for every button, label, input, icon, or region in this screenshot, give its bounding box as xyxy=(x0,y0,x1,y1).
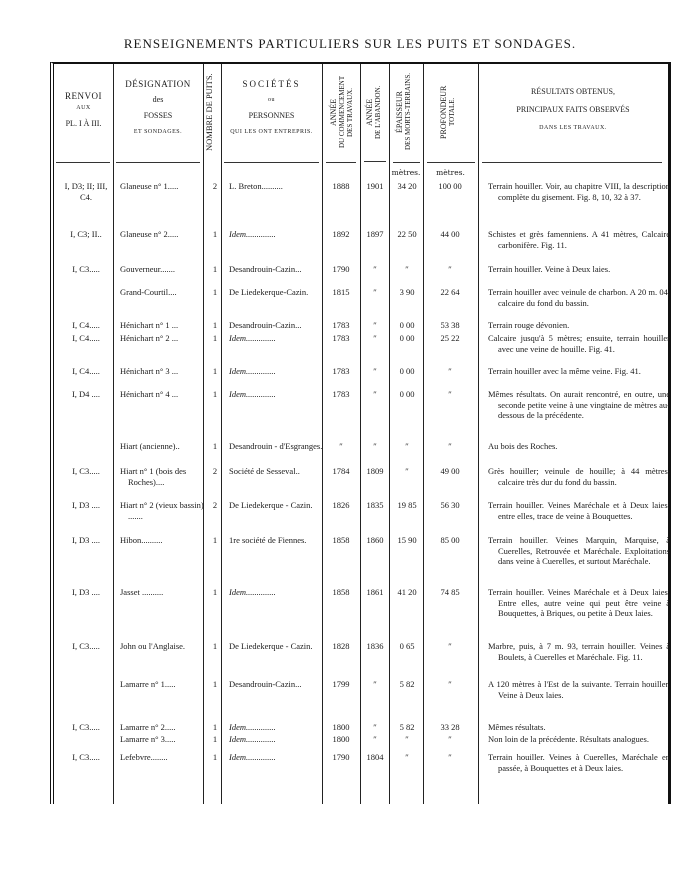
annee-abandon-cell: ″ xyxy=(373,734,377,744)
annee-abandon-cell: 1901 xyxy=(366,181,384,191)
nombre-cell: 1 xyxy=(212,535,218,545)
renvoi-cell: I, C4..... xyxy=(72,320,100,330)
renvoi-cell: I, D3 .... xyxy=(71,500,101,510)
renvoi-cell: I, C3..... xyxy=(72,264,100,274)
epaisseur-cell: 15 90 xyxy=(397,535,417,545)
resultats-cell: Terrain houiller avec veinule de charbon. A 20 m. 04, calcaire du fond du bassin. xyxy=(488,287,670,308)
annee-debut-cell: ″ xyxy=(339,441,343,451)
annee-abandon-cell: 1835 xyxy=(366,500,384,510)
annee-abandon-cell: ″ xyxy=(373,287,377,297)
annee-debut-cell: 1815 xyxy=(332,287,350,297)
societe-cell: 1re société de Fiennes. xyxy=(229,535,307,545)
resultats-cell: Grès houiller; veinule de houille; à 44 mètres, calcaire très dur du fond du bassin. xyxy=(488,466,670,487)
header-renvoi: RENVOI AUX PL. I À III. xyxy=(65,91,102,128)
annee-abandon-cell: 1897 xyxy=(366,229,384,239)
profondeur-cell: ″ xyxy=(448,389,452,399)
resultats-cell: A 120 mètres à l'Est de la suivante. Terrain houiller. Veine à Deux laies. xyxy=(488,679,670,700)
profondeur-cell: 74 85 xyxy=(440,587,460,597)
societe-cell: Desandrouin - d'Esgranges. xyxy=(229,441,323,451)
annee-abandon-cell: 1804 xyxy=(366,752,384,762)
designation-cell: Hénichart n° 1 ... xyxy=(120,320,179,330)
nombre-cell: 1 xyxy=(212,441,218,451)
societe-cell: Idem.............. xyxy=(229,734,276,744)
resultats-cell: Terrain houiller. Veines Maréchale et à Deux laies. Entre elles, autre veine qui peut être veine à Bouquettes, à Briques, ou petite à Deux laies. xyxy=(488,587,670,618)
profondeur-cell: ″ xyxy=(448,264,452,274)
epaisseur-cell: 5 82 xyxy=(399,679,415,689)
header-profondeur: PROFONDEUR TOTALE. xyxy=(439,85,456,139)
header-rule xyxy=(364,161,386,162)
profondeur-cell: 33 28 xyxy=(440,722,460,732)
epaisseur-cell: ″ xyxy=(405,264,409,274)
column-divider xyxy=(478,64,479,804)
designation-cell: Lamarre n° 2..... xyxy=(120,722,176,732)
renvoi-cell: I, D3 .... xyxy=(71,535,101,545)
nombre-cell: 1 xyxy=(212,320,218,330)
designation-cell: Hiart n° 2 (vieux bassin) ....... xyxy=(120,500,204,521)
annee-debut-cell: 1799 xyxy=(332,679,350,689)
profondeur-cell: 25 22 xyxy=(440,333,460,343)
epaisseur-cell: 0 00 xyxy=(399,389,415,399)
annee-abandon-cell: ″ xyxy=(373,722,377,732)
annee-debut-cell: 1790 xyxy=(332,752,350,762)
nombre-cell: 1 xyxy=(212,587,218,597)
designation-cell: Jasset .......... xyxy=(120,587,164,597)
designation-cell: Lamarre n° 1..... xyxy=(120,679,176,689)
annee-abandon-cell: ″ xyxy=(373,264,377,274)
profondeur-cell: 22 64 xyxy=(440,287,460,297)
annee-abandon-cell: ″ xyxy=(373,320,377,330)
annee-debut-cell: 1800 xyxy=(332,734,350,744)
header-epaisseur: ÉPAISSEUR DES MORTS-TERRAINS. xyxy=(395,73,412,151)
header-rule xyxy=(116,162,200,163)
annee-abandon-cell: ″ xyxy=(373,441,377,451)
profondeur-cell: ″ xyxy=(448,366,452,376)
unit-profondeur: mètres. xyxy=(436,168,465,177)
column-divider xyxy=(360,64,361,804)
societe-cell: Idem.............. xyxy=(229,587,276,597)
annee-abandon-cell: ″ xyxy=(373,333,377,343)
epaisseur-cell: ″ xyxy=(405,441,409,451)
nombre-cell: 1 xyxy=(212,333,218,343)
resultats-cell: Terrain houiller. Veine à Deux laies. xyxy=(488,264,611,274)
resultats-cell: Non loin de la précédente. Résultats analogues. xyxy=(488,734,649,744)
nombre-cell: 1 xyxy=(212,389,218,399)
header-rule xyxy=(482,162,662,163)
societe-cell: Idem.............. xyxy=(229,333,276,343)
designation-cell: Grand-Courtil.... xyxy=(120,287,177,297)
wells-table xyxy=(50,62,671,804)
header-rule xyxy=(393,162,420,163)
annee-abandon-cell: 1809 xyxy=(366,466,384,476)
epaisseur-cell: ″ xyxy=(405,734,409,744)
nombre-cell: 1 xyxy=(212,641,218,651)
nombre-cell: 1 xyxy=(212,287,218,297)
resultats-cell: Terrain houiller. Veines à Cuerelles, Maréchale en passée, à Bouquettes et à Deux laies. xyxy=(488,752,670,773)
societe-cell: Idem.............. xyxy=(229,752,276,762)
designation-cell: Gouverneur....... xyxy=(120,264,176,274)
header-annee-commencement: ANNÉE DU COMMENCEMENT DES TRAVAUX. xyxy=(329,75,354,149)
resultats-cell: Au bois des Roches. xyxy=(488,441,558,451)
renvoi-cell: I, D3 .... xyxy=(71,587,101,597)
profondeur-cell: ″ xyxy=(448,752,452,762)
renvoi-cell: I, D4 .... xyxy=(71,389,101,399)
epaisseur-cell: 0 00 xyxy=(399,320,415,330)
resultats-cell: Terrain houiller. Veines Marquin, Marquise, à Cuerelles, Retrouvée et Maréchale. Exploitations dans veine à Cuerelles, et surtout Maréchale. xyxy=(488,535,670,566)
nombre-cell: 2 xyxy=(212,466,218,476)
annee-abandon-cell: 1861 xyxy=(366,587,384,597)
renvoi-cell: I, C3; II.. xyxy=(70,229,102,239)
profondeur-cell: ″ xyxy=(448,441,452,451)
profondeur-cell: ″ xyxy=(448,641,452,651)
designation-cell: Glaneuse n° 1..... xyxy=(120,181,179,191)
column-divider xyxy=(113,64,114,804)
nombre-cell: 1 xyxy=(212,264,218,274)
societe-cell: Idem.............. xyxy=(229,229,276,239)
epaisseur-cell: 0 00 xyxy=(399,333,415,343)
header-resultats: RÉSULTATS OBTENUS, PRINCIPAUX FAITS OBSERVÉS DANS LES TRAVAUX. xyxy=(516,87,630,131)
renvoi-cell: I, C3..... xyxy=(72,641,100,651)
profondeur-cell: 49 00 xyxy=(440,466,460,476)
designation-cell: Hiart n° 1 (bois des Roches).... xyxy=(120,466,187,487)
societe-cell: De Liedekerque - Cazin. xyxy=(229,641,313,651)
epaisseur-cell: 0 00 xyxy=(399,366,415,376)
nombre-cell: 1 xyxy=(212,734,218,744)
designation-cell: Lamarre n° 3..... xyxy=(120,734,176,744)
societe-cell: L. Breton.......... xyxy=(229,181,283,191)
resultats-cell: Terrain houiller. Voir, au chapitre VIII, la description complète du gisement. Fig. 8, 10, 32 à 37. xyxy=(488,181,670,202)
designation-cell: Glaneuse n° 2..... xyxy=(120,229,179,239)
designation-cell: John ou l'Anglaise. xyxy=(120,641,186,651)
epaisseur-cell: ″ xyxy=(405,752,409,762)
annee-abandon-cell: ″ xyxy=(373,389,377,399)
renvoi-cell: I, C3..... xyxy=(72,722,100,732)
designation-cell: Hiart (ancienne).. xyxy=(120,441,180,451)
annee-debut-cell: 1783 xyxy=(332,366,350,376)
annee-debut-cell: 1892 xyxy=(332,229,350,239)
epaisseur-cell: 3 90 xyxy=(399,287,415,297)
annee-debut-cell: 1826 xyxy=(332,500,350,510)
page-title: RENSEIGNEMENTS PARTICULIERS SUR LES PUITS ET SONDAGES. xyxy=(123,36,577,51)
profondeur-cell: 56 30 xyxy=(440,500,460,510)
header-societes: SOCIÉTÉS ou PERSONNES QUI LES ONT ENTREPRIS. xyxy=(230,79,313,135)
designation-cell: Hénichart n° 4 ... xyxy=(120,389,179,399)
societe-cell: Idem.............. xyxy=(229,722,276,732)
annee-debut-cell: 1800 xyxy=(332,722,350,732)
annee-debut-cell: 1783 xyxy=(332,333,350,343)
epaisseur-cell: 0 65 xyxy=(399,641,415,651)
renvoi-cell: I, C3..... xyxy=(72,466,100,476)
societe-cell: De Liedekerque-Cazin. xyxy=(229,287,309,297)
header-rule xyxy=(224,162,319,163)
annee-debut-cell: 1783 xyxy=(332,320,350,330)
annee-abandon-cell: ″ xyxy=(373,366,377,376)
resultats-cell: Terrain houiller. Veines Maréchale et à Deux laies; entre elles, trace de veine à Bouquettes. xyxy=(488,500,670,521)
annee-debut-cell: 1828 xyxy=(332,641,350,651)
epaisseur-cell: 34 20 xyxy=(397,181,417,191)
nombre-cell: 1 xyxy=(212,229,218,239)
epaisseur-cell: 41 20 xyxy=(397,587,417,597)
annee-debut-cell: 1783 xyxy=(332,389,350,399)
header-rule xyxy=(56,162,110,163)
annee-debut-cell: 1858 xyxy=(332,587,350,597)
nombre-cell: 1 xyxy=(212,722,218,732)
nombre-cell: 2 xyxy=(212,500,218,510)
resultats-cell: Schistes et grès famenniens. A 41 mètres, Calcaire carbonifère. Fig. 11. xyxy=(488,229,670,250)
renvoi-cell: I, D3; II; III, C4. xyxy=(64,181,108,202)
societe-cell: Desandrouin-Cazin... xyxy=(229,320,302,330)
annee-debut-cell: 1784 xyxy=(332,466,350,476)
renvoi-cell: I, C3..... xyxy=(72,752,100,762)
nombre-cell: 1 xyxy=(212,366,218,376)
header-rule xyxy=(427,162,475,163)
profondeur-cell: ″ xyxy=(448,734,452,744)
unit-epaisseur: mètres. xyxy=(391,168,421,177)
annee-abandon-cell: ″ xyxy=(373,679,377,689)
annee-debut-cell: 1790 xyxy=(332,264,350,274)
annee-abandon-cell: 1860 xyxy=(366,535,384,545)
profondeur-cell: 100 00 xyxy=(438,181,462,191)
nombre-cell: 2 xyxy=(212,181,218,191)
renvoi-cell: I, C4..... xyxy=(72,333,100,343)
resultats-cell: Terrain houiller avec la même veine. Fig. 41. xyxy=(488,366,641,376)
resultats-cell: Calcaire jusqu'à 5 mètres; ensuite, terrain houiller avec une veine de houille. Fig. 41. xyxy=(488,333,670,354)
header-nombre: NOMBRE DE PUITS. xyxy=(204,73,214,151)
annee-debut-cell: 1858 xyxy=(332,535,350,545)
designation-cell: Lefebvre........ xyxy=(120,752,168,762)
header-designation: DÉSIGNATION des FOSSES ET SONDAGES. xyxy=(125,79,191,135)
resultats-cell: Mêmes résultats. xyxy=(488,722,546,732)
societe-cell: Desandrouin-Cazin... xyxy=(229,679,302,689)
profondeur-cell: 53 38 xyxy=(440,320,460,330)
profondeur-cell: 85 00 xyxy=(440,535,460,545)
column-divider xyxy=(322,64,323,804)
epaisseur-cell: ″ xyxy=(405,466,409,476)
designation-cell: Hénichart n° 2 ... xyxy=(120,333,179,343)
societe-cell: De Liedekerque - Cazin. xyxy=(229,500,313,510)
societe-cell: Idem.............. xyxy=(229,366,276,376)
annee-abandon-cell: 1836 xyxy=(366,641,384,651)
societe-cell: Société de Sesseval.. xyxy=(229,466,300,476)
header-annee-abandon: ANNÉE DE L'ABANDON. xyxy=(365,85,382,139)
column-divider xyxy=(221,64,222,804)
renvoi-cell: I, C4..... xyxy=(72,366,100,376)
epaisseur-cell: 22 50 xyxy=(397,229,417,239)
header-rule xyxy=(326,162,356,163)
resultats-cell: Marbre, puis, à 7 m. 93, terrain houiller. Veines à Boulets, à Cuerelles et Maréchale. Fig. 11. xyxy=(488,641,670,662)
societe-cell: Desandrouin-Cazin... xyxy=(229,264,302,274)
designation-cell: Hibon.......... xyxy=(120,535,163,545)
nombre-cell: 1 xyxy=(212,679,218,689)
epaisseur-cell: 19 85 xyxy=(397,500,417,510)
designation-cell: Hénichart n° 3 ... xyxy=(120,366,179,376)
nombre-cell: 1 xyxy=(212,752,218,762)
epaisseur-cell: 5 82 xyxy=(399,722,415,732)
profondeur-cell: ″ xyxy=(448,679,452,689)
profondeur-cell: 44 00 xyxy=(440,229,460,239)
resultats-cell: Mêmes résultats. On aurait rencontré, en outre, une seconde petite veine à une vingtaine de mètres au-dessous de la précédente. xyxy=(488,389,670,420)
resultats-cell: Terrain rouge dévonien. xyxy=(488,320,570,330)
column-divider xyxy=(203,64,204,804)
annee-debut-cell: 1888 xyxy=(332,181,350,191)
societe-cell: Idem.............. xyxy=(229,389,276,399)
